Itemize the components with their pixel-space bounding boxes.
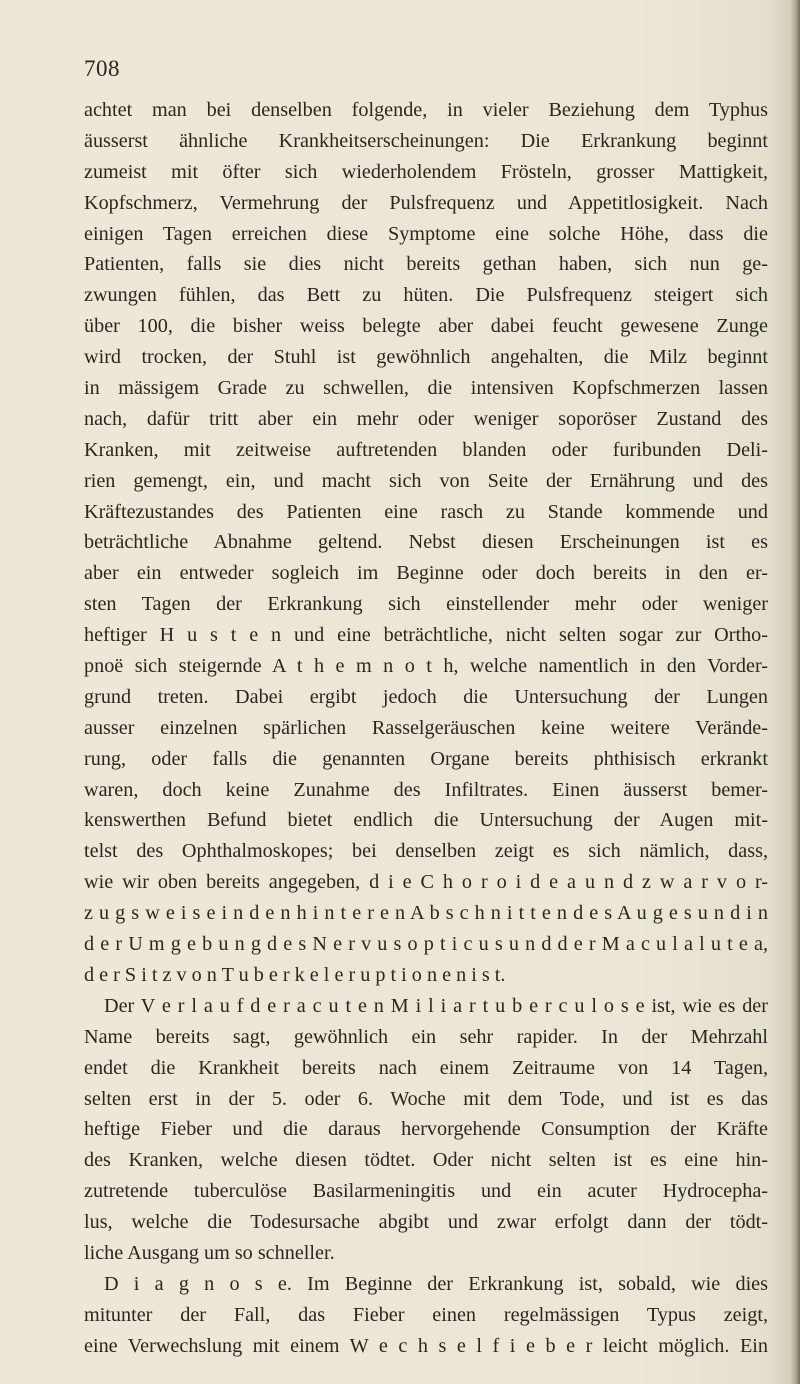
text-line: zwungen fühlen, das Bett zu hüten. Die Pulsfrequenz steigert sich — [84, 284, 768, 307]
text-line: endet die Krankheit bereits nach einem Zeitraume von 14 Tagen, — [84, 1056, 768, 1079]
text-line: d e r S i t z v o n T u b e r k e l e r u p t i o n e n i s t. — [84, 963, 506, 986]
text-line: wird trocken, der Stuhl ist gewöhnlich angehalten, die Milz beginnt — [84, 346, 768, 369]
text-line: telst des Ophthalmoskopes; bei denselben zeigt es sich nämlich, dass, — [84, 840, 768, 863]
text-line: über 100, die bisher weiss belegte aber dabei feucht gewesene Zunge — [84, 315, 768, 338]
text-line: nach, dafür tritt aber ein mehr oder weniger soporöser Zustand des — [84, 407, 768, 430]
body-text — [84, 95, 768, 1362]
text-line: Name bereits sagt, gewöhnlich ein sehr rapider. In der Mehrzahl — [84, 1025, 768, 1048]
text-line: Kranken, mit zeitweise auftretenden blanden oder furibunden Deli- — [84, 438, 768, 461]
text-line: grund treten. Dabei ergibt jedoch die Untersuchung der Lungen — [84, 685, 768, 708]
text-line: liche Ausgang um so schneller. — [84, 1241, 335, 1264]
text-line: wie wir oben bereits angegeben, d i e C h o r o i d e a u n d z w a r v o r- — [84, 871, 768, 894]
text-line: rung, oder falls die genannten Organe bereits phthisisch erkrankt — [84, 747, 768, 770]
text-line: einigen Tagen erreichen diese Symptome eine solche Höhe, dass die — [84, 222, 768, 245]
text-line: äusserst ähnliche Krankheitserscheinungen: Die Erkrankung beginnt — [84, 129, 768, 152]
page-number: 708 — [84, 56, 120, 81]
text-line: eine Verwechslung mit einem W e c h s e l f i e b e r leicht möglich. Ein — [84, 1334, 768, 1357]
text-line: mitunter der Fall, das Fieber einen regelmässigen Typus zeigt, — [84, 1303, 768, 1326]
text-line: selten erst in der 5. oder 6. Woche mit dem Tode, und ist es das — [84, 1087, 768, 1110]
text-line: beträchtliche Abnahme geltend. Nebst diesen Erscheinungen ist es — [84, 531, 768, 554]
text-line: Kopfschmerz, Vermehrung der Pulsfrequenz und Appetitlosigkeit. Nach — [84, 191, 768, 214]
text-line: lus, welche die Todesursache abgibt und zwar erfolgt dann der tödt- — [84, 1211, 768, 1234]
text-line: waren, doch keine Zunahme des Infiltrates. Einen äusserst bemer- — [84, 778, 768, 801]
text-line: D i a g n o s e. Im Beginne der Erkrankung ist, sobald, wie dies — [104, 1272, 768, 1295]
text-line: des Kranken, welche diesen tödtet. Oder nicht selten ist es eine hin- — [84, 1149, 768, 1172]
text-line: aber ein entweder sogleich im Beginne oder doch bereits in den er- — [84, 562, 768, 585]
text-line: zutretende tuberculöse Basilarmeningitis und ein acuter Hydrocepha- — [84, 1180, 768, 1203]
text-line: kenswerthen Befund bietet endlich die Untersuchung der Augen mit- — [84, 809, 768, 832]
text-line: zumeist mit öfter sich wiederholendem Frösteln, grosser Mattigkeit, — [84, 160, 768, 183]
text-line: rien gemengt, ein, und macht sich von Seite der Ernährung und des — [84, 469, 768, 492]
text-line: heftiger H u s t e n und eine beträchtliche, nicht selten sogar zur Ortho- — [84, 624, 768, 647]
page-edge-shadow — [790, 0, 800, 1384]
text-line: sten Tagen der Erkrankung sich einstellender mehr oder weniger — [84, 593, 768, 616]
text-line: achtet man bei denselben folgende, in vieler Beziehung dem Typhus — [84, 99, 768, 121]
text-line: d e r U m g e b u n g d e s N e r v u s o p t i c u s u n d d e r M a c u l a l u t e a, — [84, 933, 768, 956]
text-line: ausser einzelnen spärlichen Rasselgeräuschen keine weitere Verände- — [84, 716, 768, 739]
text-line: Patienten, falls sie dies nicht bereits gethan haben, sich nun ge- — [84, 253, 768, 276]
text-line: heftige Fieber und die daraus hervorgehende Consumption der Kräfte — [84, 1118, 768, 1141]
text-line: pnoë sich steigernde A t h e m n o t h, welche namentlich in den Vorder- — [84, 655, 768, 678]
text-line: in mässigem Grade zu schwellen, die intensiven Kopfschmerzen lassen — [84, 377, 768, 400]
text-line: Kräftezustandes des Patienten eine rasch zu Stande kommende und — [84, 500, 768, 523]
text-line: z u g s w e i s e i n d e n h i n t e r e n A b s c h n i t t e n d e s A u g e s u n d i n — [84, 902, 768, 925]
text-line: Der V e r l a u f d e r a c u t e n M i l i a r t u b e r c u l o s e ist, wie es der — [104, 994, 768, 1017]
